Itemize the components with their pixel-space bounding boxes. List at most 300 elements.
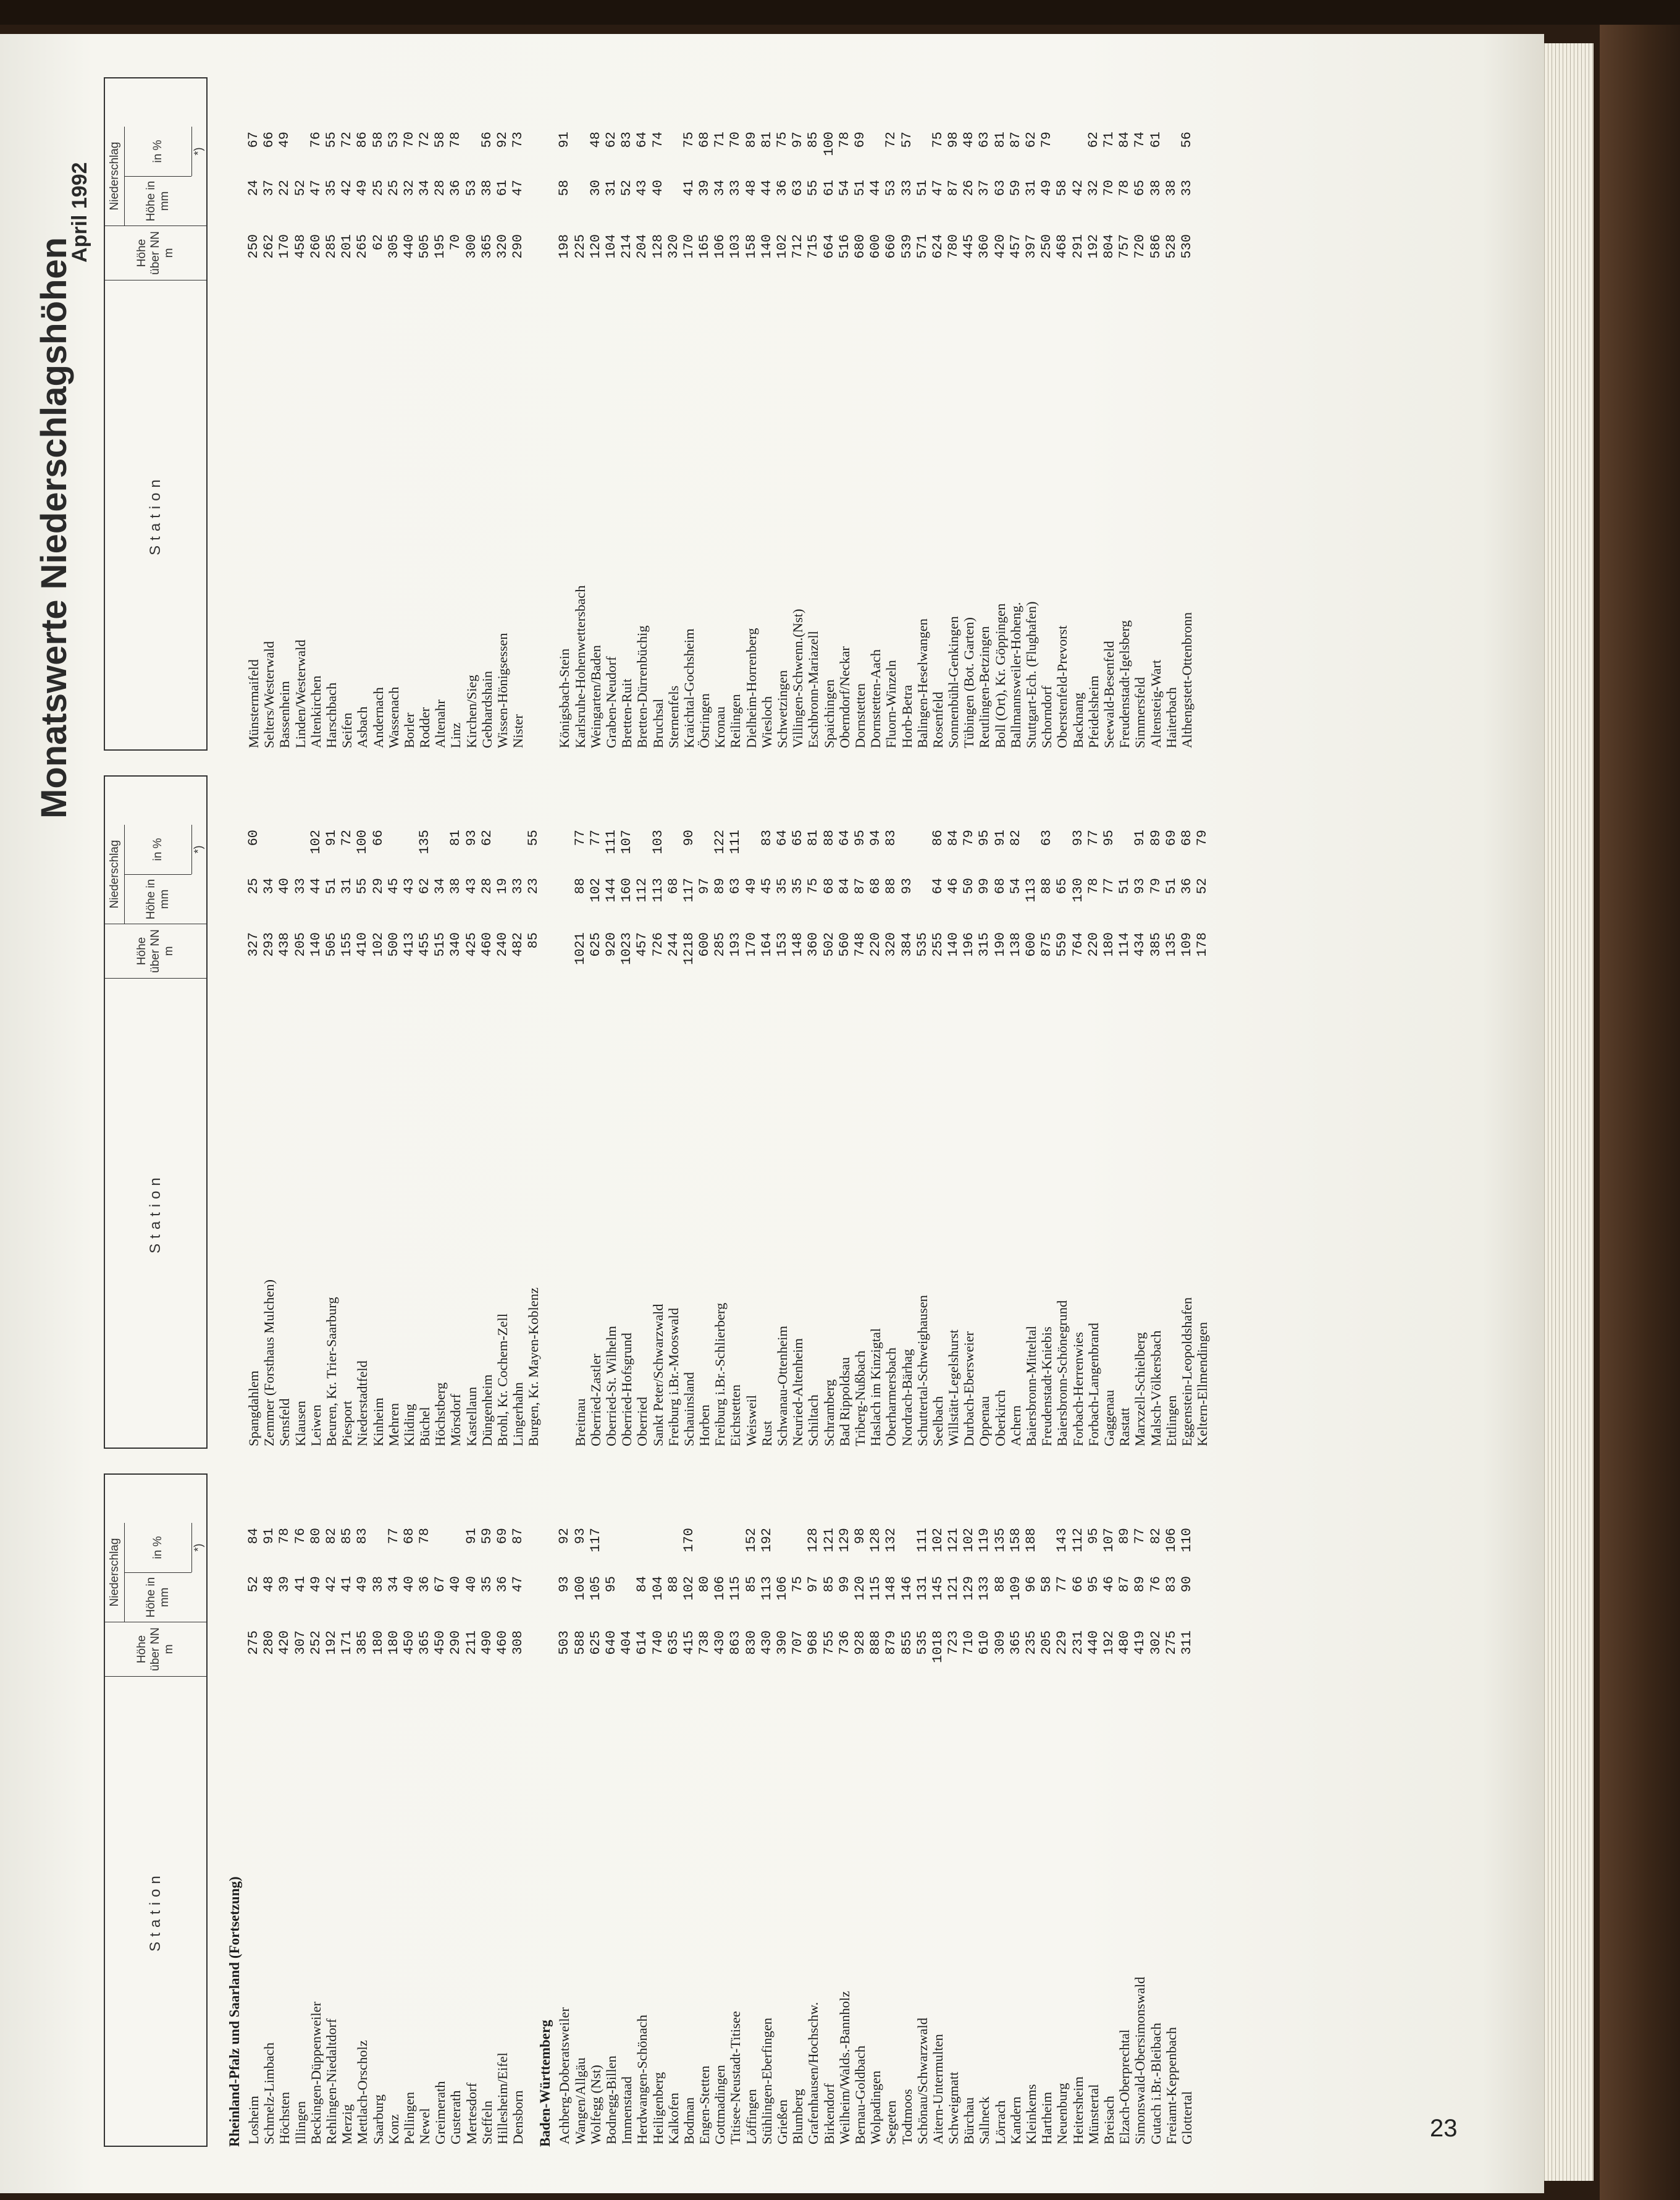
table-row	[1179, 1473, 1195, 2147]
table-row	[1195, 775, 1210, 1449]
station-name: Althengstett-Ottenbronn	[1178, 612, 1195, 748]
station-name: Wiesloch	[758, 696, 775, 748]
precip-mm: 45	[758, 878, 775, 895]
precip-pct: 66	[261, 132, 277, 148]
section-label	[224, 77, 246, 751]
station-name: Bretten-Dürrenbüchig	[634, 625, 650, 748]
station-height: 327	[246, 932, 261, 957]
precip-mm: 30	[587, 180, 603, 196]
precip-pct: 91	[323, 830, 339, 846]
station-name: Reutlingen-Betzingen	[976, 626, 993, 748]
station-height: 255	[930, 932, 946, 957]
precip-mm: 19	[495, 878, 510, 895]
precip-mm: 35	[775, 878, 790, 895]
precip-pct: 107	[1101, 1528, 1117, 1553]
table-row	[339, 77, 355, 751]
precip-pct: 106	[1163, 1528, 1179, 1553]
precip-pct: 64	[836, 830, 852, 846]
precip-mm: 68	[665, 878, 681, 895]
station-name: Eichstetten	[728, 1384, 744, 1446]
station-height: 879	[883, 1630, 899, 1655]
station-name: Todtmoos	[899, 2089, 915, 2144]
station-height: 457	[1007, 234, 1023, 259]
table-row	[464, 775, 479, 1449]
precip-mm: 41	[292, 1576, 308, 1593]
precip-mm: 148	[883, 1576, 899, 1601]
station-name: Densborn	[510, 2090, 526, 2144]
precip-mm: 115	[868, 1576, 884, 1601]
station-name: Rodder	[417, 707, 433, 748]
table-row	[666, 1473, 681, 2147]
precip-mm: 62	[417, 878, 433, 895]
precip-pct: 80	[308, 1528, 324, 1545]
station-height: 625	[587, 932, 603, 957]
precip-mm: 25	[385, 180, 401, 196]
station-name: Illingen	[292, 2101, 308, 2144]
station-name: Oberried-St. Wilhelm	[603, 1326, 619, 1446]
precip-mm: 29	[370, 878, 386, 895]
station-height: 290	[510, 234, 526, 259]
station-name: Breisach	[1101, 2096, 1117, 2144]
table-row	[930, 775, 946, 1449]
station-name: Sternenfels	[665, 685, 681, 748]
table-row	[915, 1473, 930, 2147]
station-name: Balingen-Heselwangen	[914, 618, 930, 748]
station-name: Gutach i.Br.-Bleibach	[1148, 2023, 1164, 2144]
precip-pct: 79	[1039, 132, 1055, 148]
station-name: Oberried-Zastler	[587, 1354, 603, 1446]
precip-mm: 52	[292, 180, 308, 196]
precip-pct: 78	[448, 132, 464, 148]
station-height: 229	[1054, 1630, 1070, 1655]
precip-pct: 152	[743, 1528, 759, 1553]
precip-pct: 95	[1101, 830, 1117, 846]
precip-pct: 86	[355, 132, 371, 148]
table-row	[495, 775, 510, 1449]
precip-mm: 42	[323, 1576, 339, 1593]
table-row	[805, 775, 821, 1449]
station-name: Kronau	[712, 706, 728, 748]
precip-mm: 58	[556, 180, 573, 196]
precip-mm: 87	[1117, 1576, 1133, 1593]
table-row	[1132, 77, 1148, 751]
precip-mm: 31	[603, 180, 619, 196]
station-height: 225	[572, 234, 588, 259]
station-name: Düngenheim	[479, 1374, 495, 1446]
table-row	[510, 77, 526, 751]
precip-mm: 38	[448, 878, 464, 895]
station-height: 528	[1163, 234, 1179, 259]
precip-pct: 57	[899, 132, 915, 148]
station-height: 588	[572, 1630, 588, 1655]
station-height: 192	[1101, 1630, 1117, 1655]
station-height: 559	[1054, 932, 1070, 957]
station-height: 586	[1148, 234, 1164, 259]
precip-pct: 129	[836, 1528, 852, 1553]
precip-pct: 93	[463, 830, 479, 846]
station-height: 1018	[930, 1630, 946, 1663]
table-row	[573, 77, 588, 751]
station-name: Schönau/Schwarzwald	[914, 2018, 930, 2144]
section-gap	[1195, 77, 1203, 751]
section-gap	[542, 775, 550, 1449]
precip-mm: 99	[836, 1576, 852, 1593]
station-name: Oberried	[634, 1397, 650, 1446]
table-row	[1023, 1473, 1039, 2147]
section-gap	[1195, 1473, 1203, 2147]
precip-mm: 25	[246, 878, 261, 895]
station-name: Neuried-Altenheim	[790, 1338, 806, 1446]
table-row	[744, 775, 759, 1449]
table-row	[681, 775, 697, 1449]
precip-pct: 87	[1007, 132, 1023, 148]
table-row	[634, 77, 650, 751]
table-row	[1132, 1473, 1148, 2147]
station-name: Eschbronn-Mariazell	[805, 631, 821, 748]
station-name: Weingarten/Baden	[587, 645, 603, 748]
precip-mm: 68	[868, 878, 884, 895]
precip-pct: 102	[930, 1528, 946, 1553]
station-height: 920	[603, 932, 619, 957]
precip-mm: 95	[603, 1576, 619, 1593]
precip-pct: 67	[246, 132, 261, 148]
precip-pct: 92	[495, 132, 510, 148]
station-height: 535	[914, 932, 930, 957]
table-row	[821, 775, 837, 1449]
station-height: 404	[619, 1630, 635, 1655]
station-name: Schmelz-Limbach	[261, 2042, 277, 2144]
header-hoehe: Höhe über NN m	[105, 924, 206, 978]
table-row	[961, 77, 976, 751]
precip-pct: 93	[572, 1528, 588, 1545]
precip-mm: 63	[790, 180, 806, 196]
precip-mm: 104	[650, 1576, 666, 1601]
station-height: 214	[619, 234, 635, 259]
station-height: 458	[292, 234, 308, 259]
station-height: 748	[852, 932, 868, 957]
precip-mm: 42	[339, 180, 355, 196]
table-row	[246, 1473, 261, 2147]
station-name: Nordrach-Bärhag	[899, 1349, 915, 1446]
station-name: Kinheim	[370, 1397, 386, 1446]
station-height: 260	[308, 234, 324, 259]
station-name: Birkendorf	[821, 2083, 837, 2144]
table-row	[1179, 775, 1195, 1449]
station-height: 196	[961, 932, 977, 957]
precip-pct: 122	[712, 830, 728, 854]
precip-pct: 86	[930, 830, 946, 846]
table-row	[697, 77, 712, 751]
precip-mm: 160	[619, 878, 635, 903]
table-row	[1039, 77, 1054, 751]
precip-mm: 49	[355, 1576, 371, 1593]
station-height: 413	[401, 932, 417, 957]
station-height: 420	[992, 234, 1008, 259]
precip-mm: 33	[510, 878, 526, 895]
precip-pct: 112	[1070, 1528, 1086, 1553]
precip-mm: 55	[805, 180, 821, 196]
station-name: Keltern-Ellmendingen	[1195, 1321, 1211, 1446]
station-name: Freiburg i.Br.-Schlierberg	[712, 1302, 728, 1446]
precip-pct: 85	[805, 132, 821, 148]
precip-mm: 109	[1007, 1576, 1023, 1601]
table-row	[1164, 77, 1179, 751]
table-row	[1023, 77, 1039, 751]
station-name: Hartheim	[1039, 2092, 1055, 2144]
station-height: 434	[1132, 932, 1148, 957]
station-height: 740	[650, 1630, 666, 1655]
table-row	[277, 77, 292, 751]
precip-pct: 74	[650, 132, 666, 148]
precip-mm: 88	[1039, 878, 1055, 895]
station-name: Schwanau-Ottenheim	[775, 1326, 790, 1446]
precip-mm: 78	[1117, 180, 1133, 196]
station-name: Losheim	[246, 2096, 261, 2144]
precip-pct: 81	[758, 132, 775, 148]
table-row	[277, 775, 292, 1449]
station-name: Stühlingen-Eberfingen	[758, 2018, 775, 2144]
station-height: 250	[1039, 234, 1055, 259]
precip-mm: 63	[992, 180, 1008, 196]
station-height: 170	[277, 234, 293, 259]
station-height: 193	[728, 932, 744, 957]
station-height: 450	[401, 1630, 417, 1655]
station-name: Borler	[401, 712, 417, 748]
station-height: 502	[821, 932, 837, 957]
precip-mm: 121	[946, 1576, 962, 1601]
station-height: 190	[992, 932, 1008, 957]
station-name: Gottmadingen	[712, 2065, 728, 2144]
precip-pct: 78	[836, 132, 852, 148]
precip-pct: 63	[976, 132, 993, 148]
precip-mm: 23	[526, 878, 542, 895]
precip-pct: 91	[992, 830, 1008, 846]
table-row	[401, 1473, 417, 2147]
station-name: Steffeln	[479, 2101, 495, 2144]
precip-mm: 75	[790, 1576, 806, 1593]
station-height: 195	[432, 234, 448, 259]
precip-pct: 68	[1178, 830, 1195, 846]
table-row	[790, 1473, 805, 2147]
station-name: Löffingen	[743, 2089, 759, 2144]
table-row	[277, 1473, 292, 2147]
station-name: Höchsten	[277, 2092, 293, 2144]
station-name: Horb-Betra	[899, 685, 915, 748]
precip-pct: 89	[743, 132, 759, 148]
table-row	[308, 775, 324, 1449]
table-row	[728, 1473, 743, 2147]
precip-mm: 76	[1148, 1576, 1164, 1593]
station-name: Bernau-Goldbach	[852, 2046, 868, 2144]
precip-pct: 56	[1178, 132, 1195, 148]
station-name: Simmersfeld	[1132, 677, 1148, 748]
precip-pct: 76	[292, 1528, 308, 1545]
precip-pct: 95	[976, 830, 993, 846]
table-row	[744, 77, 759, 751]
precip-mm: 34	[712, 180, 728, 196]
precip-mm: 40	[401, 1576, 417, 1593]
station-height: 490	[479, 1630, 495, 1655]
station-height: 438	[277, 932, 293, 957]
station-name: Linden/Westerwald	[292, 639, 308, 748]
precip-pct: 70	[728, 132, 744, 148]
precip-pct: 77	[385, 1528, 401, 1545]
precip-mm: 106	[712, 1576, 728, 1601]
precip-pct: 121	[946, 1528, 962, 1553]
precip-mm: 88	[883, 878, 899, 895]
station-name: Heitersheim	[1070, 2076, 1086, 2144]
precip-mm: 55	[355, 878, 371, 895]
precip-mm: 34	[385, 1576, 401, 1593]
table-row	[261, 77, 277, 751]
station-name: Schiltach	[805, 1394, 821, 1446]
station-name: Immenstaad	[619, 2076, 635, 2144]
precip-mm: 34	[417, 180, 433, 196]
station-height: 85	[526, 932, 542, 949]
station-name: Brohl, Kr. Cochem-Zell	[495, 1313, 510, 1446]
table-row	[930, 1473, 946, 2147]
table-row	[821, 1473, 837, 2147]
station-height: 385	[355, 1630, 371, 1655]
station-height: 170	[681, 234, 697, 259]
table-row	[744, 1473, 759, 2147]
station-name: Merzig	[339, 2104, 355, 2144]
station-name: Asbach	[355, 706, 371, 748]
table-row	[619, 77, 634, 751]
station-name: Bretten-Ruit	[619, 678, 635, 748]
station-height: 102	[775, 234, 790, 259]
station-name: Mörsdorf	[448, 1394, 464, 1446]
precip-pct: 121	[821, 1528, 837, 1553]
table-row	[759, 77, 775, 751]
precip-pct: 89	[1117, 1528, 1133, 1545]
station-name: Stuttgart-Ech. (Flughafen)	[1023, 601, 1039, 748]
precip-mm: 35	[323, 180, 339, 196]
station-height: 500	[385, 932, 401, 957]
table-row	[448, 1473, 463, 2147]
station-height: 140	[946, 932, 962, 957]
precip-mm: 145	[930, 1576, 946, 1601]
precip-mm: 87	[946, 180, 962, 196]
station-height: 220	[1085, 932, 1101, 957]
station-name: Horben	[697, 1404, 713, 1446]
station-name: Andernach	[370, 687, 386, 748]
precip-pct: 53	[385, 132, 401, 148]
station-height: 164	[758, 932, 775, 957]
precip-pct: 91	[463, 1528, 479, 1545]
table-row	[681, 77, 697, 751]
precip-mm: 144	[603, 878, 619, 903]
station-height: 928	[852, 1630, 868, 1655]
table-row	[868, 775, 883, 1449]
station-height: 275	[1163, 1630, 1179, 1655]
precip-pct: 75	[681, 132, 697, 148]
table-row	[976, 1473, 992, 2147]
precip-pct: 69	[1163, 830, 1179, 846]
precip-pct: 74	[1132, 132, 1148, 148]
precip-mm: 53	[463, 180, 479, 196]
table-row	[510, 1473, 526, 2147]
precip-mm: 88	[572, 878, 588, 895]
header-niederschlag: Niederschlag	[105, 1523, 125, 1622]
table-row	[1039, 1473, 1054, 2147]
precip-pct: 103	[650, 830, 666, 854]
station-height: 280	[261, 1630, 277, 1655]
table-row	[603, 1473, 619, 2147]
precip-mm: 117	[681, 878, 697, 903]
precip-pct: 60	[246, 830, 261, 846]
precip-mm: 49	[1039, 180, 1055, 196]
station-height: 180	[1101, 932, 1117, 957]
precip-mm: 40	[277, 878, 293, 895]
station-name: Greimerath	[432, 2081, 448, 2144]
precip-mm: 38	[370, 1576, 386, 1593]
precip-pct: 58	[370, 132, 386, 148]
station-name: Höchstberg	[432, 1382, 448, 1446]
station-name: Blumberg	[790, 2089, 806, 2144]
table-row	[712, 1473, 728, 2147]
station-name: Altenkirchen	[308, 675, 324, 748]
table-row	[464, 77, 479, 751]
precip-pct: 81	[992, 132, 1008, 148]
table-row	[697, 1473, 712, 2147]
table-row	[324, 77, 339, 751]
station-height: 103	[728, 234, 744, 259]
precip-pct: 87	[510, 1528, 526, 1545]
table-row	[1164, 1473, 1179, 2147]
station-height: 320	[883, 932, 899, 957]
precip-mm: 85	[821, 1576, 837, 1593]
station-name: Herdwangen-Schönach	[634, 2015, 650, 2144]
station-height: 138	[1007, 932, 1023, 957]
header-niederschlag: Niederschlag	[105, 127, 125, 225]
header-hoehe: Höhe über NN m	[105, 225, 206, 280]
table-row	[697, 775, 712, 1449]
section-label: Baden-Württemberg	[537, 2020, 553, 2147]
station-height: 205	[292, 932, 308, 957]
station-name: Dielheim-Horrenberg	[743, 628, 759, 748]
station-name: Kleinkems	[1023, 2084, 1039, 2144]
station-height: 70	[448, 234, 464, 251]
station-height: 539	[899, 234, 915, 259]
station-name: Piesport	[339, 1401, 355, 1446]
table-row	[1086, 77, 1101, 751]
precip-mm: 46	[946, 878, 962, 895]
station-name: Glottertal	[1178, 2091, 1195, 2144]
precip-pct: 88	[821, 830, 837, 846]
precip-mm: 97	[697, 878, 713, 895]
station-name: Engen-Stetten	[697, 2065, 713, 2144]
station-name: Elzach-Oberprechtal	[1117, 2029, 1133, 2144]
station-name: Oberried-Hofsgrund	[619, 1333, 635, 1446]
precip-mm: 43	[463, 878, 479, 895]
table-row	[775, 1473, 790, 2147]
station-height: 480	[1117, 1630, 1133, 1655]
precip-pct: 48	[587, 132, 603, 148]
precip-mm: 35	[790, 878, 806, 895]
station-height: 165	[697, 234, 713, 259]
precip-mm: 51	[1163, 878, 1179, 895]
station-name: Forbach-Langenbrand	[1085, 1323, 1101, 1446]
station-height: 158	[743, 234, 759, 259]
precip-pct: 95	[1085, 1528, 1101, 1545]
precip-mm: 52	[246, 1576, 261, 1593]
table-row	[1101, 1473, 1117, 2147]
precip-pct: 85	[339, 1528, 355, 1545]
station-height: 148	[790, 932, 806, 957]
table-row	[1101, 77, 1117, 751]
precip-mm: 102	[681, 1576, 697, 1601]
